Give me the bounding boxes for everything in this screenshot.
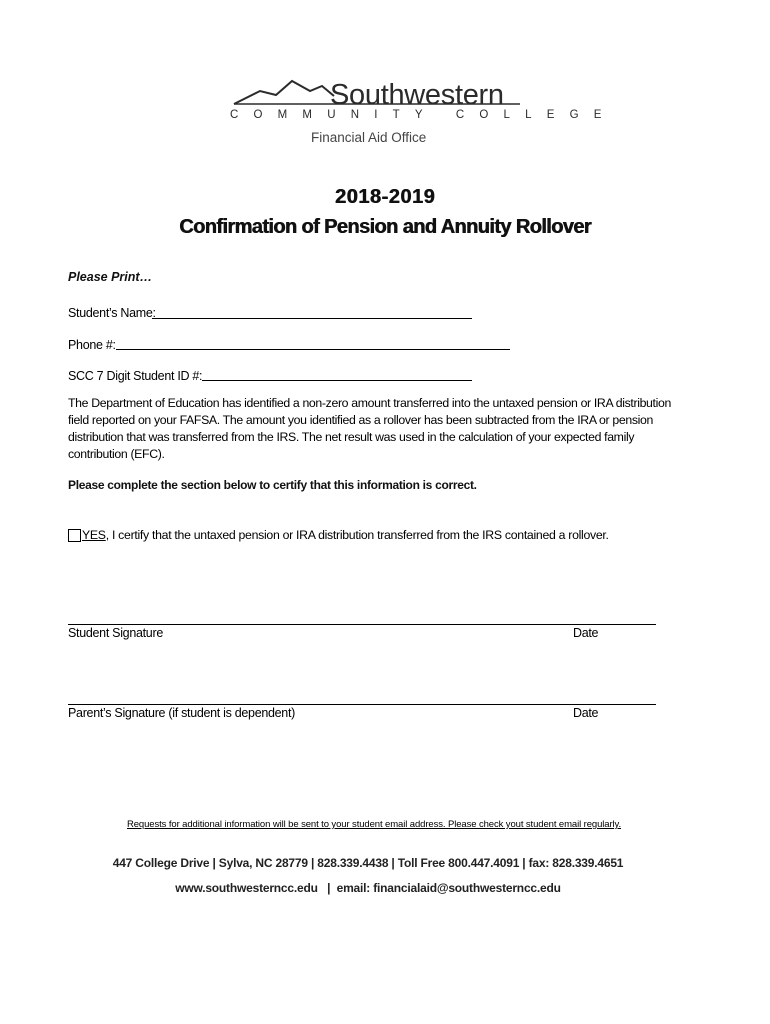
certify-text: , I certify that the untaxed pension or IRA distribution transferred from the IRS contained a rollover. [105, 528, 609, 542]
document-year: 2018-2019 [334, 186, 436, 208]
student-id-label: SCC 7 Digit Student ID #: [68, 369, 203, 383]
parent-date-label: Date [573, 706, 599, 720]
phone-label: Phone #: [68, 338, 116, 352]
logo-subtitle: COMMUNITY COLLEGE [230, 109, 617, 121]
parent-signature-label: Parent’s Signature (if student is dependent) [68, 706, 295, 720]
requests-note: Requests for additional information will be sent to your student email address. Please check yout student email regularly. [126, 819, 622, 830]
contact-web-email: www.southwesterncc.edu | email: financialaid@southwesterncc.edu [175, 881, 561, 895]
yes-label: YES [82, 528, 106, 542]
student-id-field[interactable] [202, 380, 472, 381]
website-link[interactable]: www.southwesterncc.edu [175, 881, 318, 895]
certify-statement [82, 528, 609, 542]
logo-office: Financial Aid Office [311, 130, 427, 145]
student-name-field[interactable] [152, 318, 472, 319]
logo-name: Southwestern [330, 79, 504, 111]
student-name-label: Student’s Name: [68, 306, 156, 320]
document-title: Confirmation of Pension and Annuity Rollover [179, 216, 591, 238]
yes-checkbox[interactable] [68, 529, 81, 542]
phone-field[interactable] [116, 349, 510, 350]
student-signature-line[interactable] [68, 624, 656, 625]
please-print-note: Please Print… [68, 270, 153, 284]
explanation-paragraph: The Department of Education has identified a non-zero amount transferred into the untaxed pension or IRA distribution field reported on your FAFSA. The amount you identified as a rollover has been subtracted from the IRA or pension distribution that was transferred from the IRS. The net result was used in the calculation of your expected family contribution (EFC). [68, 396, 671, 461]
student-signature-label: Student Signature [68, 626, 163, 640]
email-link[interactable]: email: financialaid@southwesterncc.edu [336, 881, 561, 895]
parent-signature-line[interactable] [68, 704, 656, 705]
instruction-text: Please complete the section below to certify that this information is correct. [68, 478, 477, 492]
student-date-label: Date [573, 626, 599, 640]
contact-address: 447 College Drive | Sylva, NC 28779 | 828.339.4438 | Toll Free 800.447.4091 | fax: 828.339.4651 [112, 856, 624, 870]
